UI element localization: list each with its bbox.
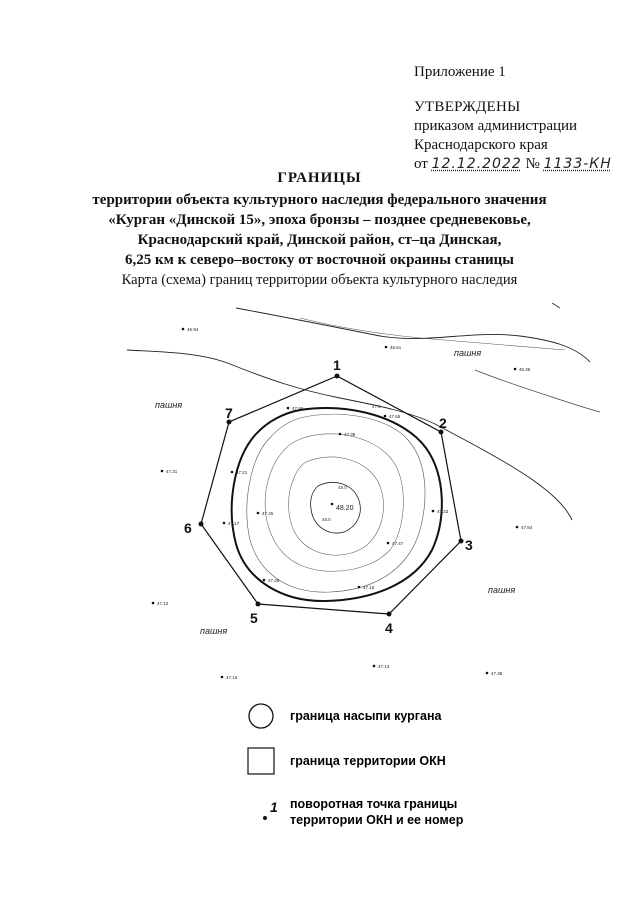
subtitle-line-2: «Курган «Динской 15», эпоха бронзы – позднее средневековье,: [108, 212, 531, 228]
turn-point-marker: [335, 374, 340, 379]
turn-point-number: 3: [465, 537, 473, 553]
field-label: пашня: [454, 348, 482, 358]
legend-point-number: 1: [270, 799, 278, 815]
subtitle-line-3: Краснодарский край, Динской район, ст–ца Динская,: [137, 232, 502, 248]
turn-point-marker: [199, 522, 204, 527]
approved-heading: УТВЕРЖДЕНЫ: [414, 99, 521, 115]
turn-point-marker: [459, 539, 464, 544]
order-line-2: Краснодарского края: [414, 137, 548, 153]
turn-point-number: 5: [250, 610, 258, 626]
terrain-line-3: [475, 370, 600, 412]
field-label: пашня: [155, 400, 183, 410]
order-from: от: [414, 156, 428, 172]
document-title: ГРАНИЦЫ: [277, 170, 362, 186]
contour-mid-1: [265, 434, 403, 572]
elevation-label: 47.65: [389, 414, 401, 419]
turn-point-marker: [256, 602, 261, 607]
elevation-label: 47.17: [228, 521, 240, 526]
elevation-label: 47.16: [363, 585, 375, 590]
subtitle-line-1: территории объекта культурного наследия федерального значения: [92, 192, 547, 208]
legend-okn-symbol: [248, 748, 274, 774]
elevation-label: 47.23: [437, 509, 449, 514]
elevation-label: 47.38: [344, 432, 356, 437]
legend-mound-symbol: [249, 704, 273, 728]
okn-territory-boundary: [201, 376, 461, 614]
elevation-label: 47.36: [491, 671, 503, 676]
order-number-sign: №: [525, 156, 540, 172]
map-legend: [248, 704, 464, 827]
elevation-label: 47.86: [292, 406, 304, 411]
elevation-label: 47.45: [262, 511, 274, 516]
order-line-1: приказом администрации: [414, 118, 578, 134]
elevation-label: 46.36: [519, 367, 531, 372]
contour-value: 48.0: [338, 485, 347, 490]
turn-point-marker: [387, 612, 392, 617]
terrain-line-1: [236, 308, 590, 362]
legend-point-label-2: территории ОКН и ее номер: [290, 813, 464, 827]
elevation-label: 47.28: [268, 578, 280, 583]
elevation-label: 47.15: [226, 675, 238, 680]
elevation-label: 47.31: [166, 469, 178, 474]
field-label: пашня: [200, 626, 228, 636]
elevation-label: 46.94: [187, 327, 199, 332]
turn-point-number: 2: [439, 415, 447, 431]
turn-point-number: 1: [333, 357, 341, 373]
field-label: пашня: [488, 585, 516, 595]
elevation-label: 46.61: [390, 345, 402, 350]
field-labels: [155, 348, 515, 636]
turn-point-number: 6: [184, 520, 192, 536]
contour-outer: [247, 414, 425, 592]
elevation-label: 48.20: [336, 505, 354, 512]
elevation-label: 47.21: [236, 470, 248, 475]
contour-value: 48.0: [322, 517, 331, 522]
turn-point-number: 7: [225, 405, 233, 421]
turn-point-number: 4: [385, 620, 393, 636]
turning-point-numbers: [184, 357, 473, 636]
elevation-label: 47.84: [521, 525, 533, 530]
legend-okn-label: граница территории ОКН: [290, 754, 446, 768]
order-date-handwritten: 12.12.2022: [431, 156, 522, 172]
subtitle-line-4: 6,25 км к северо–востоку от восточной окраины станицы: [124, 252, 515, 268]
elevation-label: 47.12: [157, 601, 169, 606]
legend-point-label-1: поворотная точка границы: [290, 797, 458, 811]
appendix-label: Приложение 1: [414, 64, 506, 80]
map-caption: Карта (схема) границ территории объекта культурного наследия: [121, 272, 518, 288]
order-number-handwritten: 1133-КН: [543, 156, 612, 172]
contour-value: 47.5: [372, 404, 381, 409]
legend-point-marker: [263, 816, 267, 820]
terrain-tick: [552, 303, 560, 308]
elevation-label: 47.47: [392, 541, 404, 546]
elevation-label: 47.13: [378, 664, 390, 669]
terrain-line-2: [300, 318, 565, 350]
turning-points: [199, 374, 464, 617]
legend-mound-label: граница насыпи кургана: [290, 709, 442, 723]
